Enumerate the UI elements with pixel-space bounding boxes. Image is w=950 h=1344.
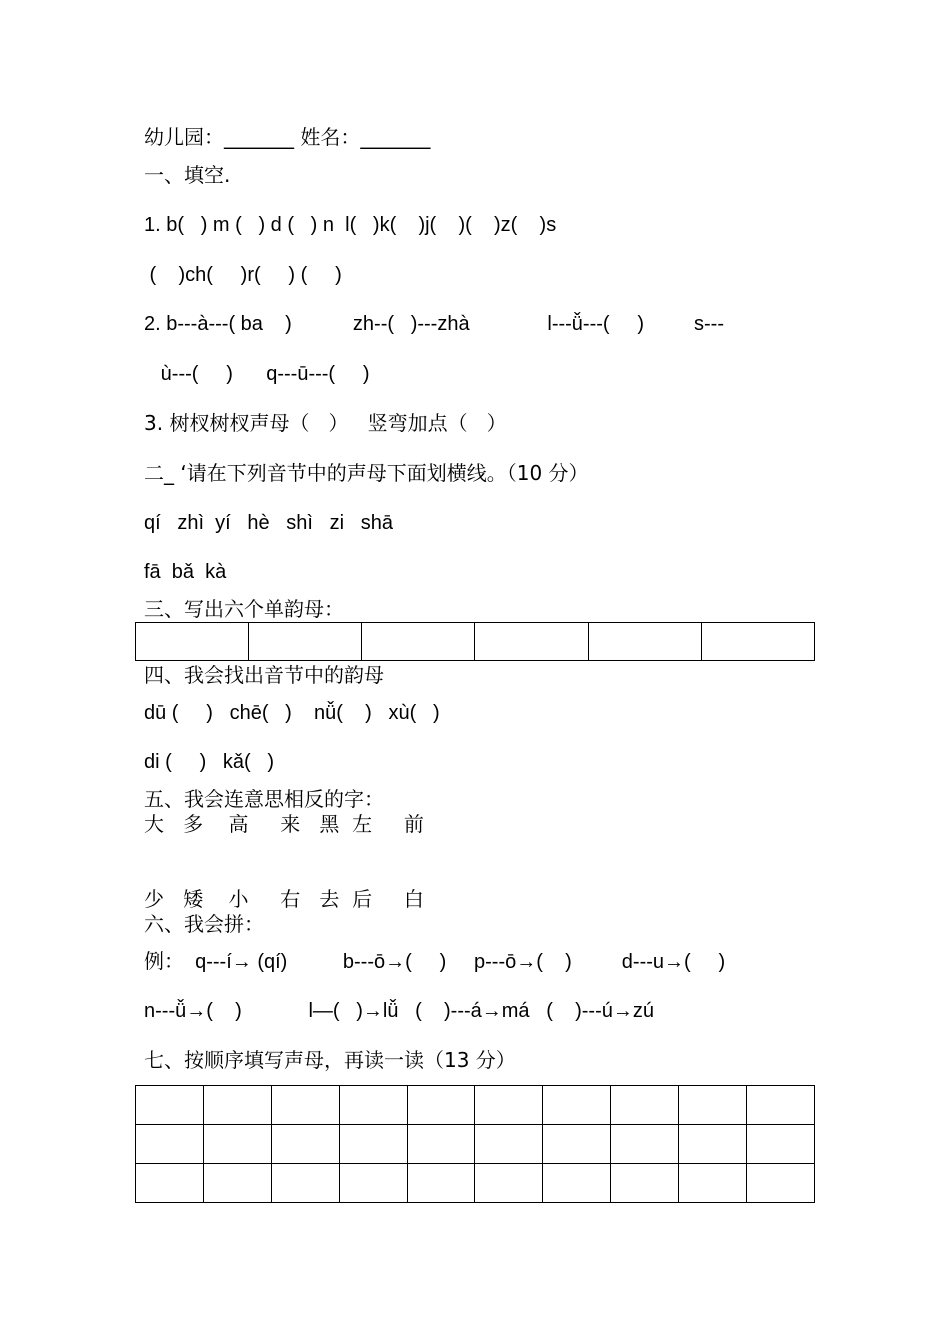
answer-cell[interactable] bbox=[407, 1086, 475, 1125]
answer-cell[interactable] bbox=[611, 1086, 679, 1125]
answer-cell[interactable] bbox=[679, 1125, 747, 1164]
answer-cell[interactable] bbox=[362, 623, 475, 661]
answer-cell[interactable] bbox=[339, 1164, 407, 1203]
table-row bbox=[136, 1125, 815, 1164]
answer-cell[interactable] bbox=[249, 623, 362, 661]
section1-q1-line2: ( )ch( )r( ) ( ) bbox=[144, 264, 342, 286]
section1-title: 一、填空. bbox=[144, 163, 231, 187]
section2-title: 二_ ‘请在下列音节中的声母下面划横线。（10 分） bbox=[144, 461, 589, 485]
section3-title: 三、写出六个单韵母： bbox=[144, 597, 344, 621]
answer-cell[interactable] bbox=[747, 1125, 815, 1164]
section7-title: 七、按顺序填写声母，再读一读（13 分） bbox=[144, 1048, 516, 1072]
initials-answer-table bbox=[135, 1085, 815, 1203]
answer-cell[interactable] bbox=[475, 1125, 543, 1164]
answer-cell[interactable] bbox=[407, 1164, 475, 1203]
vowel-answer-table bbox=[135, 622, 815, 661]
answer-cell[interactable] bbox=[543, 1086, 611, 1125]
answer-cell[interactable] bbox=[136, 1125, 204, 1164]
answer-cell[interactable] bbox=[136, 623, 249, 661]
answer-cell[interactable] bbox=[543, 1164, 611, 1203]
answer-cell[interactable] bbox=[747, 1086, 815, 1125]
answer-cell[interactable] bbox=[679, 1086, 747, 1125]
answer-cell[interactable] bbox=[203, 1125, 271, 1164]
section2-syllables-line2: fā bǎ kà bbox=[144, 561, 227, 583]
answer-cell[interactable] bbox=[611, 1125, 679, 1164]
header-kindergarten-name: 幼儿园：_______ 姓名：_______ bbox=[144, 125, 431, 149]
section5-title: 五、我会连意思相反的字： bbox=[144, 787, 384, 811]
section2-syllables-line1: qí zhì yí hè shì zi shā bbox=[144, 512, 393, 534]
answer-cell[interactable] bbox=[407, 1125, 475, 1164]
answer-cell[interactable] bbox=[203, 1164, 271, 1203]
answer-cell[interactable] bbox=[475, 623, 588, 661]
table-row bbox=[136, 623, 815, 661]
answer-cell[interactable] bbox=[271, 1125, 339, 1164]
answer-cell[interactable] bbox=[136, 1086, 204, 1125]
answer-cell[interactable] bbox=[679, 1164, 747, 1203]
section1-q2-line1: 2. b---à---( ba ) zh--( )---zhà l---ǚ---( ) s--- bbox=[144, 313, 724, 335]
section6-title: 六、我会拼： bbox=[144, 912, 264, 936]
answer-cell[interactable] bbox=[747, 1164, 815, 1203]
answer-cell[interactable] bbox=[339, 1086, 407, 1125]
answer-cell[interactable] bbox=[271, 1086, 339, 1125]
table-row bbox=[136, 1086, 815, 1125]
answer-cell[interactable] bbox=[475, 1164, 543, 1203]
section1-q3: 3. 树杈树杈声母（ ） 竖弯加点（ ） bbox=[144, 411, 507, 435]
section5-row2: 少 矮 小 右 去 后 白 bbox=[144, 887, 424, 911]
answer-cell[interactable] bbox=[203, 1086, 271, 1125]
section4-line2: di ( ) kǎ( ) bbox=[144, 751, 275, 773]
answer-cell[interactable] bbox=[701, 623, 814, 661]
answer-cell[interactable] bbox=[588, 623, 701, 661]
section1-q2-line2: ù---( ) q---ū---( ) bbox=[144, 363, 370, 385]
answer-cell[interactable] bbox=[136, 1164, 204, 1203]
answer-cell[interactable] bbox=[611, 1164, 679, 1203]
table-row bbox=[136, 1164, 815, 1203]
answer-cell[interactable] bbox=[339, 1125, 407, 1164]
answer-cell[interactable] bbox=[475, 1086, 543, 1125]
section5-row1: 大 多 高 来 黑 左 前 bbox=[144, 812, 424, 836]
section4-line1: dū ( ) chē( ) nǚ( ) xù( ) bbox=[144, 702, 440, 724]
section6-line1: 例： q---í→ (qí) b---ō→( ) p---ō→( ) d---u→( ) bbox=[144, 951, 726, 973]
answer-cell[interactable] bbox=[271, 1164, 339, 1203]
section6-line2: n---ǚ→( ) l—( )→lǚ ( )---á→má ( )---ú→zú bbox=[144, 1000, 654, 1022]
section4-title: 四、我会找出音节中的韵母 bbox=[144, 663, 384, 687]
section1-q1-line1: 1. b( ) m ( ) d ( ) n l( )k( )j( )( )z( )s bbox=[144, 214, 557, 236]
answer-cell[interactable] bbox=[543, 1125, 611, 1164]
